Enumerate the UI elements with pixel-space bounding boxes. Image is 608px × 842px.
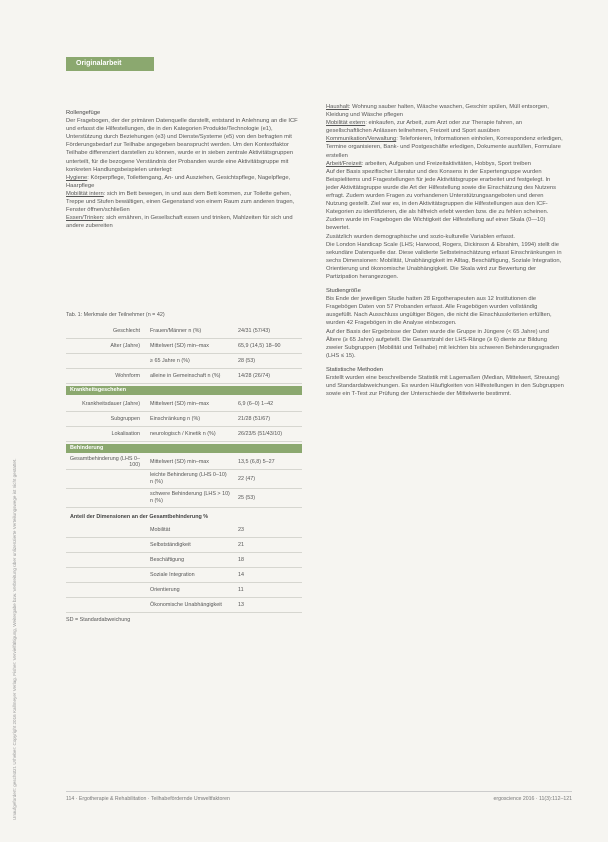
table-cell: Gesamtbehinderung (LHS 0–100) [69, 456, 140, 468]
table-cell: 24/31 (57/43) [238, 328, 271, 334]
left_col-paragraph: Essen/Trinken: sich ernähren, in Gesellschaft essen und trinken, Mahlzeiten für sich und andere zubereiten [66, 215, 293, 230]
term-label: Hygiene [66, 174, 88, 181]
footer-left: 114 · Ergotherapie & Rehabilitation · Teilhabefördernde Umweltfaktoren [66, 796, 230, 802]
table-cell: 26/23/5 (51/43/10) [238, 431, 283, 437]
table-cell: Alter (Jahre) [110, 343, 140, 349]
table-cell: Lokalisation [111, 431, 140, 437]
table-cell: Einschränkung n (%) [150, 415, 201, 422]
table-cell: Ökonomische Unabhängigkeit [150, 601, 222, 608]
left_col-paragraph: Mobilität intern: sich im Bett bewegen, in und aus dem Bett kommen, zur Toilette gehen, Treppe und Stufen bewältigen, einen Gegenstand von einem Raum zum anderen tragen, Fenster öffnen/schließen [66, 190, 295, 214]
right-column [326, 103, 564, 398]
right_col-paragraph: Mobilität extern: einkaufen, zur Arbeit, zum Arzt oder zur Therapie fahren, an gesellschaftlichen Anlässen teilnehmen, Freizeit und Sport ausüben [326, 120, 523, 135]
table-cell: Orientierung [150, 586, 180, 593]
term-label: Mobilität extern [326, 120, 366, 127]
table-row [66, 324, 302, 339]
right_col-paragraph: Zusätzlich wurden demographische und sozio-kulturelle Variablen erfasst. [326, 233, 516, 240]
table-row [66, 397, 302, 412]
term-label: Mobilität intern [66, 190, 104, 197]
table-cell: 13 [238, 602, 244, 608]
table-cell: 11 [238, 587, 244, 593]
table-cell: 23 [238, 527, 244, 533]
table-row [66, 455, 302, 470]
right_col-paragraph: Erstellt wurden eine beschreibende Statistik mit Lagemaßen (Median, Mittelwert, Streuung) und Standardabweichungen. Es wurden Häufigkeiten von Hilfestellungen in den Subgruppen sowie ein T-Test zur Prüfung der Unterschiede der Mittelwerte bestimmt. [326, 375, 564, 398]
table-band-disability: Behinderung [66, 444, 302, 453]
characteristics-table [66, 312, 302, 623]
table-cell: Subgruppen [110, 416, 140, 422]
table-row [66, 369, 302, 384]
table-cell: 21/28 (51/67) [238, 416, 271, 422]
table-cell: 14 [238, 572, 244, 578]
table-row [66, 538, 302, 553]
table-row [66, 339, 302, 354]
term-label: Arbeit/Freizeit [326, 160, 362, 167]
table-cell: 13,5 (6,8) 5–27 [238, 459, 275, 465]
table-row [66, 523, 302, 538]
table-cell: Soziale Integration [150, 571, 195, 578]
table-cell: Mittelwert (SD) min–max [150, 458, 210, 465]
table-footnote: SD = Standardabweichung [66, 617, 131, 623]
side-copyright-text: Unaufgefordert: geschützt. Urheber: Copyright 2016 Kallmeyer Verlag. Fisher: Vervielfältigung, Weitergabe bzw. Verbreitung über unlizenzierte Verteilungswege ist nicht gestattet. [12, 458, 17, 820]
table-row [66, 470, 302, 489]
table-cell: 25 (53) [238, 495, 256, 501]
table-subcaption: Anteil der Dimensionen an der Gesamtbehinderung % [70, 514, 209, 520]
right_col-paragraph: Die London Handicap Scale (LHS; Harwood, Rogers, Dickinson & Ebrahim, 1994) stellt die sekundäre Datenquelle dar. Diese validierte Selbsteinschätzung erfasst Einschränkungen in sechs Dimensionen: Mobilität, Unabhängigkeit im Alltag, Beschäftigung, Soziale Integration, Orientierung und ökonomische Unabhängigkeit. Die Skala wird zur Bewertung der Partizipation herangezogen. [326, 241, 562, 280]
right_col-paragraph: Kommunikation/Verwaltung: Telefonieren, Informationen einholen, Korrespondenz erledigen, Termine organisieren, Bank- und Postgeschäfte erledigen, Dokumente ausfüllen, Formulare erstellen [326, 136, 563, 159]
table-row [66, 598, 302, 613]
table-cell: 18 [238, 557, 244, 563]
table-band-disease: Krankheitsgeschehen [66, 386, 302, 395]
table-cell: alleine in Gemeinschaft n (%) [150, 372, 221, 379]
table-row [66, 489, 302, 508]
table-cell: Mittelwert (SD) min–max [150, 400, 210, 407]
table-cell: Krankheitsdauer (Jahre) [82, 401, 140, 407]
table-row [66, 583, 302, 598]
table-cell: Mobilität [150, 526, 171, 533]
table-row [66, 427, 302, 442]
table-caption: Tab. 1: Merkmale der Teilnehmer (n = 42) [66, 312, 165, 318]
table-cell: schwere Behinderung (LHS > 10) n (%) [150, 491, 230, 504]
table-row [66, 354, 302, 369]
table-cell: Geschlecht [113, 328, 140, 334]
table-cell: neurologisch / Kinetik n (%) [150, 430, 216, 437]
right_col-paragraph: Auf der Basis spezifischer Literatur und des Konsens in der Expertengruppe wurden Beispielitems und Fragestellungen für jede Aktivitätsgruppe erarbeitet und festgelegt. In jeder Aktivitätsgruppe wurde die Art der Hilfestellung sowie die Einschätzung des Nutzens erfragt. Zudem wurden Fragen zu vorhandenen Unterstützungsangeboten und deren Nutzung gestellt. Ziel war es, in den Aktivitätsgruppen die Hilfestellungen aus den ICF-Kategorien zu identifizieren, die als hilfreich erlebt werden bzw. die zu fehlen scheinen. Zudem wurde im Fragebogen die Wichtigkeit der Hilfestellung auf einer Skala (0—10) bewertet. [326, 168, 557, 232]
table-row [66, 412, 302, 427]
footer-right: ergoscience 2016 · 11(3):112–121 [493, 796, 572, 802]
table-cell: ≥ 65 Jahre n (%) [150, 357, 190, 364]
right_col-paragraph: Statistische Methoden [326, 366, 384, 373]
table-row [66, 568, 302, 583]
left_col-paragraph: Rollengefüge [66, 110, 101, 116]
right_col-paragraph: Bis Ende der jeweiligen Studie hatten 28 Ergotherapeuten aus 12 Institutionen die Fragebögen Daten von 57 Probanden erfasst. Alle Fragebögen wurden vollständig ausgefüllt. Nach Ausschluss ungültiger Bögen, die nicht die Einschlusskriterien erfüllten, wurden 42 Fragebögen in die Analyse einbezogen. [326, 296, 552, 327]
right_col-paragraph: Haushalt: Wohnung sauber halten, Wäsche waschen, Geschirr spülen, Müll entsorgen, Kleidung und Wäsche pflegen [326, 104, 549, 119]
table-cell: Wohnform [115, 373, 140, 379]
table-cell: 22 (47) [238, 476, 256, 482]
right_col-paragraph: Auf der Basis der Ergebnisse der Daten wurde die Gruppe in Jüngere (< 65 Jahre) und Ältere (≥ 65 Jahre) aufgeteilt. Die Gesamtzahl der LHS-Ränge (≥ 6) diente zur Bildung zweier Subgruppen (Mobilität und Teilhabe) mit leichten bis schweren Behinderungsgraden (LHS ≤ 15). [326, 328, 560, 359]
table-cell: 21 [238, 542, 244, 548]
table-cell: 65,9 (14,5) 18–90 [238, 343, 281, 349]
table-row [66, 553, 302, 568]
right_col-paragraph: Arbeit/Freizeit: arbeiten, Aufgaben und Freizeitaktivitäten, Hobbys, Sport treiben [326, 160, 531, 167]
term-label: Haushalt [326, 104, 349, 110]
left_col-paragraph: Hygiene: Körperpflege, Toilettengang, An- und Ausziehen, Gesichtspflege, Nagelpflege, Haarpflege [66, 174, 291, 189]
table-cell: leichte Behinderung (LHS 0–10) n (%) [150, 472, 227, 485]
left_col-paragraph: Der Fragebogen, der der primären Datenquelle darstellt, entstand in Anlehnung an die ICF und erfasst die Hilfestellungen, die in den Kategorien Produkte/Technologie (e1), Unterstützung durch Beziehungen (e3) und Dienste/Systeme (e5) von den befragten mit Förderungsbedarf zur Teilhabe angegeben beansprucht werden. Um den Kontextfaktor Teilhabe differenziert darstellen zu können, wurde er in sieben zentrale Aktivitätsgruppen unterteilt, für die bezogene Verständnis der Probanden wurde eine Aktivitätsgruppe mit konkreten Handlungsbeispielen unterlegt: [66, 118, 298, 173]
section-label: Originalarbeit [66, 57, 154, 71]
term-label: Essen/Trinken [66, 215, 103, 222]
table-cell: Mittelwert (SD) min–max [150, 342, 210, 349]
table-cell: 6,9 (6–0) 1–42 [238, 401, 274, 407]
table-cell: Beschäftigung [150, 556, 185, 563]
table-cell: 28 (53) [238, 358, 256, 364]
table-cell: 14/28 (26/74) [238, 373, 271, 379]
table-cell: Selbstständigkeit [150, 541, 191, 548]
left-column [66, 103, 302, 230]
page-footer [66, 791, 572, 806]
side-copyright-note [0, 60, 22, 820]
right_col-paragraph: Studiengröße [326, 288, 361, 295]
table-cell: Frauen/Männer n (%) [150, 327, 202, 334]
term-label: Kommunikation/Verwaltung [326, 136, 397, 143]
